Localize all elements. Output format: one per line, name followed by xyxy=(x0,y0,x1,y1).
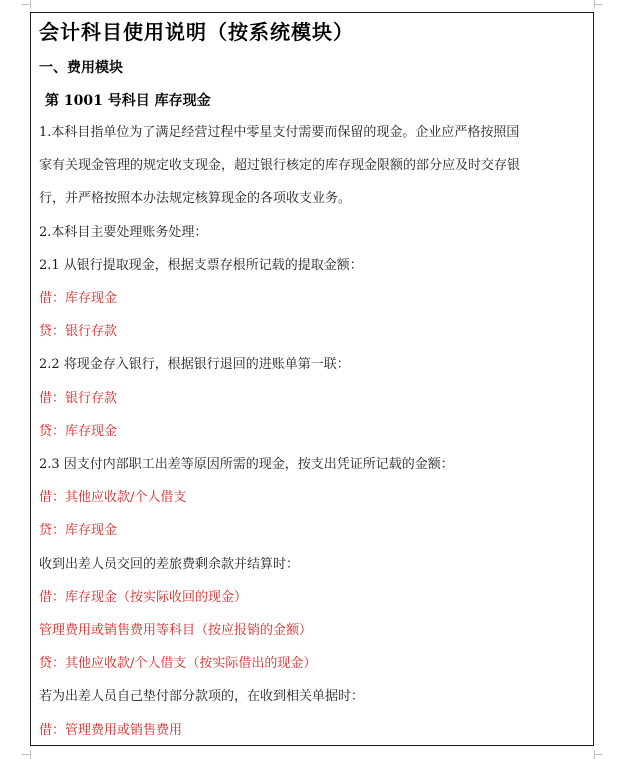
body-line: 1.本科目指单位为了满足经营过程中零星支付需要而保留的现金。企业应严格按照国 xyxy=(39,125,520,140)
body-line: 贷：其他应收款/个人借支（按实际借出的现金） xyxy=(39,656,317,672)
body-line: 借：其他应收款/个人借支 xyxy=(39,490,187,506)
body-line: 借：管理费用或销售费用 xyxy=(39,722,183,738)
body-line: 2.1 从银行提取现金，根据支票存根所记载的提取金额： xyxy=(39,257,363,273)
body-line: 行，并严格按照本办法规定核算现金的各项收支业务。 xyxy=(39,191,352,207)
body-line: 收到出差人员交回的差旅费剩余款并结算时： xyxy=(39,556,300,572)
body-line: 若为出差人员自己垫付部分款项的，在收到相关单据时： xyxy=(39,689,365,705)
crop-mark xyxy=(30,0,31,8)
account-heading: 第 1001 号科目 库存现金 xyxy=(45,93,211,109)
body-line: 借：库存现金 xyxy=(39,291,118,306)
body-line: 借：银行存款 xyxy=(39,390,118,406)
document-title: 会计科目使用说明（按系统模块） xyxy=(39,20,354,44)
document-page xyxy=(30,12,594,746)
section-heading: 一、费用模块 xyxy=(39,60,123,76)
crop-mark xyxy=(22,4,30,5)
crop-mark xyxy=(594,750,595,759)
crop-mark xyxy=(594,0,595,8)
crop-mark xyxy=(30,750,31,759)
crop-mark xyxy=(594,754,602,755)
crop-mark xyxy=(594,4,602,5)
body-line: 家有关现金管理的规定收支现金，超过银行核定的库存现金限额的部分应及时交存银 xyxy=(39,158,521,174)
body-line: 2.本科目主要处理账务处理： xyxy=(39,224,208,240)
body-line: 2.2 将现金存入银行，根据银行退回的进账单第一联： xyxy=(39,357,350,373)
body-line: 2.3 因支付内部职工出差等原因所需的现金，按支出凭证所记载的金额： xyxy=(39,457,454,472)
body-line: 借：库存现金（按实际收回的现金） xyxy=(39,589,248,605)
body-line: 贷：库存现金 xyxy=(39,523,118,539)
body-line: 贷：库存现金 xyxy=(39,423,118,439)
crop-mark xyxy=(22,754,30,755)
body-line: 管理费用或销售费用等科目（按应报销的金额） xyxy=(39,623,313,638)
body-line: 贷：银行存款 xyxy=(39,324,118,340)
